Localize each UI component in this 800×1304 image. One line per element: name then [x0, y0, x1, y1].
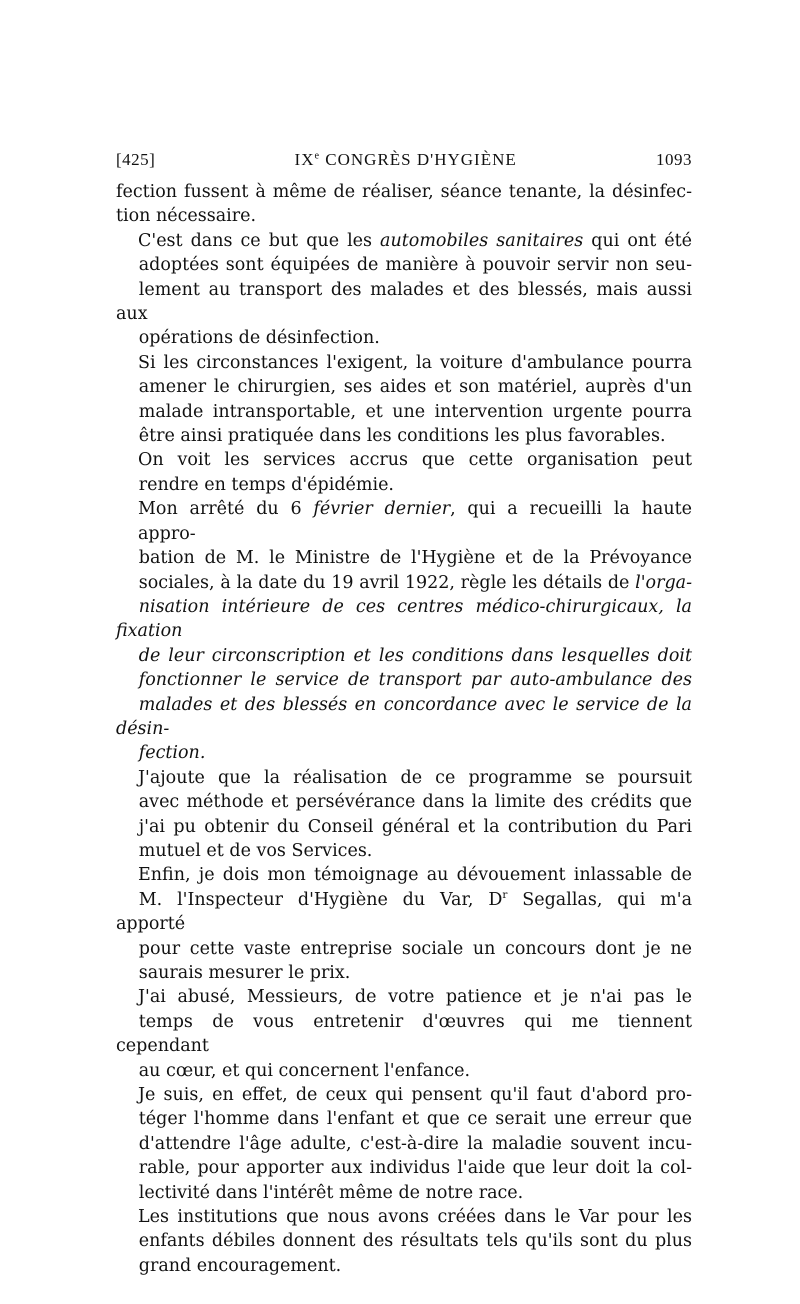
text-line: On voit les services accrus que cette organisation peut [138, 450, 692, 471]
paragraph-p4 [116, 448, 692, 497]
text-line: de leur circonscription et les conditions dans lesquelles doit [138, 645, 692, 666]
text-line: rable, pour apporter aux individus l'aide que leur doit la col- [138, 1158, 692, 1179]
paragraph-p2 [116, 229, 692, 351]
text-line: lement au transport des malades et des blessés, mais aussi aux [116, 279, 692, 325]
text-line: opérations de désinfection. [138, 328, 380, 349]
text-line: fection. [138, 743, 206, 764]
text-line: malades et des blessés en concordance avec le service de la désin- [116, 694, 692, 739]
text-line: enfants débiles donnent des résultats tels qu'ils sont du plus [138, 1231, 692, 1252]
text-line: fonctionner le service de transport par auto-ambulance des [138, 670, 692, 691]
text-line: j'ai pu obtenir du Conseil général et la contribution du Pari [138, 816, 692, 837]
text-line: Si les circonstances l'exigent, la voiture d'ambulance pourra [138, 352, 692, 373]
text-line: J'ai abusé, Messieurs, de votre patience et je n'ai pas le [138, 987, 692, 1008]
text-line: J'ajoute que la réalisation de ce programme se poursuit [138, 767, 692, 788]
page-number: 1093 [655, 150, 692, 169]
text-line: adoptées sont équipées de manière à pouvoir servir non seu- [138, 255, 692, 276]
text-line: Les institutions que nous avons créées dans le Var pour les [138, 1207, 692, 1228]
text-line: grand encouragement. [138, 1255, 342, 1276]
text-line: Je suis, en effet, de ceux qui pensent qu'il faut d'abord pro- [138, 1085, 692, 1106]
paragraph-p8 [116, 985, 692, 1083]
text-line: bation de M. le Ministre de l'Hygiène et de la Prévoyance [138, 548, 692, 569]
text-line: temps de vous entretenir d'œuvres qui me tiennent cependant [116, 1011, 692, 1057]
text-line: Mon arrêté du 6 février dernier, qui a recueilli la haute appro- [138, 499, 692, 544]
text-line: d'attendre l'âge adulte, c'est-à-dire la maladie souvent incu- [138, 1133, 692, 1154]
text-line: sociales, à la date du 19 avril 1922, règle les détails de l'orga- [138, 572, 692, 593]
text-line: M. l'Inspecteur d'Hygiène du Var, $D^r$ Segallas, qui m'a apporté [116, 888, 692, 935]
paragraph-p5 [116, 497, 692, 765]
text-line: pour cette vaste entreprise sociale un concours dont je ne [138, 938, 692, 959]
text-line: téger l'homme dans l'enfant et que ce serait une erreur que [138, 1109, 692, 1130]
text-line: malade intransportable, et une intervention urgente pourra [138, 401, 692, 422]
running-header [116, 150, 692, 170]
text-line: C'est dans ce but que les automobiles sanitaires qui ont été [138, 230, 693, 251]
text-line: fection fussent à même de réaliser, séance tenante, la désinfec- [116, 182, 692, 202]
text-line: Enfin, je dois mon témoignage au dévouement inlassable de [138, 865, 692, 886]
paragraph-p7 [116, 863, 692, 985]
text-line: lectivité dans l'intérêt même de notre race. [138, 1182, 524, 1203]
paragraph-p3 [116, 351, 692, 449]
text-line: au cœur, et qui concernent l'enfance. [138, 1060, 471, 1081]
paragraph-p10 [116, 1205, 692, 1278]
text-line: avec méthode et persévérance dans la limite des crédits que [138, 792, 692, 813]
paragraph-p1 [116, 180, 692, 229]
body-text [116, 180, 692, 1278]
text-line: rendre en temps d'épidémie. [138, 474, 394, 495]
paragraph-p9 [116, 1083, 692, 1205]
header-title: IXe CONGRÈS D'HYGIÈNE [294, 150, 517, 169]
text-line: nisation intérieure de ces centres médico-chirurgicaux, la fixation [116, 596, 692, 642]
text-line: être ainsi pratiquée dans les conditions les plus favorables. [138, 426, 666, 447]
text-line: tion nécessaire. [116, 206, 257, 227]
page-ref-left: [425] [116, 150, 156, 169]
document-page [116, 150, 692, 1278]
text-line: saurais mesurer le prix. [138, 963, 351, 983]
paragraph-p6 [116, 766, 692, 864]
text-line: mutuel et de vos Services. [138, 840, 373, 861]
text-line: amener le chirurgien, ses aides et son matériel, auprès d'un [138, 377, 692, 398]
